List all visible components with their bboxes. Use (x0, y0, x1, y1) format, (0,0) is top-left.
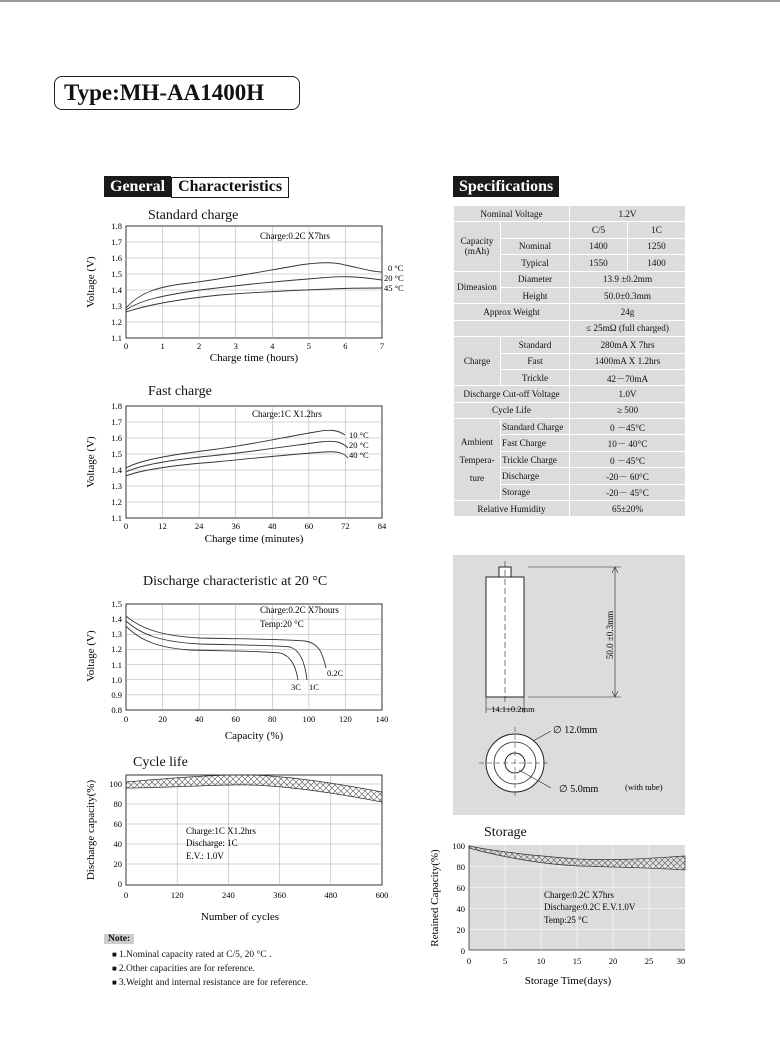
spec-label: Cycle Life (454, 402, 570, 418)
y-tick: 1.8 (111, 221, 122, 231)
x-tick: 84 (377, 521, 387, 531)
y-tick: 0 (117, 879, 122, 889)
x-tick: 72 (341, 521, 350, 531)
chart-annotation: Temp:25 °C (544, 915, 588, 925)
spec-label: Ambient Tempera- ture (454, 419, 501, 501)
spec-value: 0 －45°C (570, 419, 686, 435)
spec-label: Capacity (mAh) (454, 222, 501, 271)
spec-value: 1400mA X 1.2hrs (570, 353, 686, 369)
x-tick: 0 (466, 956, 472, 966)
y-tick: 1.8 (111, 401, 122, 411)
curve-label: 20 °C (384, 273, 404, 283)
y-tick: 0.8 (111, 705, 122, 715)
x-tick: 10 (536, 956, 546, 966)
y-tick: 1.3 (111, 629, 122, 639)
spec-value: 0 －45°C (570, 451, 686, 467)
x-tick: 0 (123, 521, 129, 531)
curve-label: 10 °C (349, 430, 369, 440)
general-characteristics-header (104, 176, 289, 197)
top-rule (0, 0, 780, 2)
y-tick: 1.5 (111, 269, 122, 279)
x-axis-label: Storage Time(days) (524, 975, 612, 987)
x-tick: 40 (194, 714, 204, 724)
chart-annotation: Discharge:0.2C E.V.1.0V (544, 902, 636, 912)
discharge-chart (80, 596, 410, 744)
outer-diameter: ∅ 12.0mm (553, 725, 598, 736)
x-tick: 5 (502, 956, 508, 966)
x-tick: 2 (196, 341, 202, 351)
y-axis-label: Voltage (V) (85, 436, 97, 488)
curve-label: 0 °C (388, 263, 404, 273)
x-tick: 80 (268, 714, 277, 724)
spec-value: 42－70mA (570, 369, 686, 385)
x-tick: 100 (302, 714, 316, 724)
chart-annotation: Charge:1C X1.2hrs (252, 409, 322, 419)
x-tick: 24 (194, 521, 204, 531)
cycle-life-title: Cycle life (133, 755, 188, 770)
spec-value: 13.9 ±0.2mm (570, 271, 686, 287)
x-tick: 36 (231, 521, 240, 531)
x-tick: 25 (644, 956, 654, 966)
curve-label: 45 °C (384, 283, 404, 293)
specifications-header (453, 176, 559, 197)
curve-label: 1C (309, 682, 319, 692)
y-axis-label: Voltage (V) (85, 256, 97, 308)
spec-value: 1.0V (570, 386, 686, 402)
spec-value: -20－ 60°C (570, 468, 686, 484)
x-tick: 4 (270, 341, 275, 351)
spec-value: 65±20% (570, 501, 686, 517)
x-tick: 120 (170, 890, 184, 900)
curve-label: 20 °C (349, 440, 369, 450)
x-axis-label: Number of cycles (200, 911, 280, 923)
x-tick: 5 (306, 341, 312, 351)
y-tick: 80 (456, 862, 465, 872)
spec-value: 1400 (570, 238, 628, 254)
y-axis-label: Retained Capacity(%) (429, 849, 441, 947)
specifications-table (453, 205, 686, 517)
x-tick: 1 (160, 341, 165, 351)
spec-label: Storage (501, 484, 570, 500)
x-tick: 7 (379, 341, 385, 351)
y-tick: 60 (113, 819, 122, 829)
x-tick: 48 (268, 521, 277, 531)
spec-label: Relative Humidity (454, 501, 570, 517)
note-item: ■ 1.Nominal capacity rated at C/5, 20 °C . (112, 948, 308, 962)
spec-value: 24g (570, 304, 686, 320)
y-tick: 1.0 (111, 675, 122, 685)
spec-label: Trickle Charge (501, 451, 570, 467)
y-tick: 1.2 (111, 317, 122, 327)
spec-value: 1250 (627, 238, 685, 254)
chart-annotation: Charge:0.2C X7hours (260, 605, 339, 615)
y-tick: 1.7 (111, 237, 122, 247)
spec-value: 1400 (627, 255, 685, 271)
y-tick: 80 (113, 799, 122, 809)
y-tick: 20 (456, 925, 465, 935)
y-tick: 1.6 (111, 433, 122, 443)
spec-label: Fast Charge (501, 435, 570, 451)
standard-charge-chart (80, 220, 410, 365)
x-tick: 140 (375, 714, 389, 724)
y-tick: 1.7 (111, 417, 122, 427)
y-tick: 1.5 (111, 449, 122, 459)
spec-value: 10－ 40°C (570, 435, 686, 451)
spec-label: Charge (454, 337, 501, 386)
chart-annotation: Charge:1C X1.2hrs (186, 826, 256, 836)
cycle-life-chart (80, 770, 410, 928)
storage-title: Storage (484, 825, 527, 840)
y-tick: 1.1 (111, 660, 122, 670)
x-tick: 600 (375, 890, 389, 900)
y-tick: 60 (456, 883, 465, 893)
spec-label: Standard (501, 337, 570, 353)
spec-value: C/5 (570, 222, 628, 238)
x-tick: 240 (222, 890, 235, 900)
spec-label: Nominal (501, 238, 570, 254)
fast-charge-title: Fast charge (148, 384, 212, 399)
spec-label: Discharge Cut-off Voltage (454, 386, 570, 402)
chart-annotation: E.V.: 1.0V (186, 851, 224, 861)
spec-label: Typical (501, 255, 570, 271)
spec-value: 280mA X 7hrs (570, 337, 686, 353)
spec-value: 1.2V (570, 206, 686, 222)
x-tick: 60 (231, 714, 240, 724)
notes (104, 934, 308, 990)
x-tick: 120 (339, 714, 352, 724)
x-tick: 0 (123, 714, 129, 724)
y-tick: 0 (460, 946, 465, 956)
x-axis-label: Charge time (hours) (209, 352, 299, 364)
spec-label: Standard Charge (501, 419, 570, 435)
y-axis-label: Discharge capacity(%) (85, 779, 97, 881)
x-tick: 12 (158, 521, 167, 531)
standard-charge-title: Standard charge (148, 208, 239, 223)
x-tick: 360 (273, 890, 286, 900)
x-tick: 20 (608, 956, 618, 966)
x-tick: 480 (324, 890, 338, 900)
y-tick: 40 (456, 904, 465, 914)
spec-value: ≤ 25mΩ (full charged) (570, 320, 686, 336)
x-tick: 0 (123, 890, 129, 900)
curve-label: 0.2C (327, 668, 344, 678)
x-tick: 30 (676, 956, 686, 966)
x-tick: 15 (572, 956, 582, 966)
chart-annotation: Temp:20 °C (260, 619, 304, 629)
y-tick: 1.2 (111, 497, 122, 507)
y-tick: 1.3 (111, 301, 122, 311)
spec-label: Discharge (501, 468, 570, 484)
curve-label: 3C (291, 682, 301, 692)
x-tick: 20 (158, 714, 167, 724)
y-tick: 1.4 (111, 465, 122, 475)
inner-diameter: ∅ 5.0mm (559, 784, 599, 795)
spec-label: Height (501, 287, 570, 303)
y-tick: 100 (452, 842, 465, 851)
note-item: ■ 3.Weight and internal resistance are for reference. (112, 976, 308, 990)
x-tick: 3 (233, 341, 238, 351)
spec-value: 1C (627, 222, 685, 238)
height-dimension: 50.0 ±0.3mm (605, 610, 615, 660)
note-heading: Note: (104, 934, 134, 944)
dimension-drawing (453, 555, 685, 815)
y-tick: 100 (109, 779, 122, 789)
y-tick: 1.5 (111, 599, 122, 609)
spec-value: -20－ 45°C (570, 484, 686, 500)
tube-note: (with tube) (625, 782, 663, 792)
characteristics-header-word: Characteristics (171, 177, 289, 198)
storage-chart (428, 842, 690, 990)
y-tick: 40 (113, 839, 122, 849)
x-tick: 6 (343, 341, 348, 351)
width-dimension: 14.1±0.2mm (491, 704, 535, 714)
spec-label: Diameter (501, 271, 570, 287)
specifications-header-word: Specifications (453, 176, 559, 197)
x-tick: 0 (123, 341, 129, 351)
x-tick: 60 (304, 521, 314, 531)
discharge-title: Discharge characteristic at 20 °C (143, 574, 328, 589)
general-header-word: General (104, 176, 171, 197)
spec-label: Trickle (501, 369, 570, 385)
spec-label: Approx Weight (454, 304, 570, 320)
spec-label: Dimeasion (454, 271, 501, 304)
y-tick: 1.2 (111, 644, 122, 654)
type-label: Type:MH-AA1400H (54, 76, 300, 110)
fast-charge-chart (80, 400, 410, 548)
spec-value: 1550 (570, 255, 628, 271)
chart-annotation: Charge:0.2C X7hrs (260, 231, 330, 241)
y-tick: 0.9 (111, 690, 122, 700)
y-tick: 1.1 (111, 333, 122, 343)
x-axis-label: Charge time (minutes) (204, 533, 304, 545)
y-tick: 1.3 (111, 481, 122, 491)
spec-label: Nominal Voltage (454, 206, 570, 222)
y-tick: 1.4 (111, 614, 122, 624)
y-axis-label: Voltage (V) (85, 630, 97, 682)
spec-value: 50.0±0.3mm (570, 287, 686, 303)
chart-annotation: Discharge: 1C (186, 838, 238, 848)
y-tick: 1.1 (111, 513, 122, 523)
chart-annotation: Charge:0.2C X7hrs (544, 890, 614, 900)
spec-label: Fast (501, 353, 570, 369)
x-axis-label: Capacity (%) (224, 730, 284, 742)
y-tick: 20 (113, 859, 122, 869)
note-item: ■ 2.Other capacities are for reference. (112, 962, 308, 976)
spec-value: ≥ 500 (570, 402, 686, 418)
y-tick: 1.6 (111, 253, 122, 263)
battery-drawing-icon (453, 555, 685, 815)
y-tick: 1.4 (111, 285, 122, 295)
curve-label: 40 °C (349, 450, 369, 460)
